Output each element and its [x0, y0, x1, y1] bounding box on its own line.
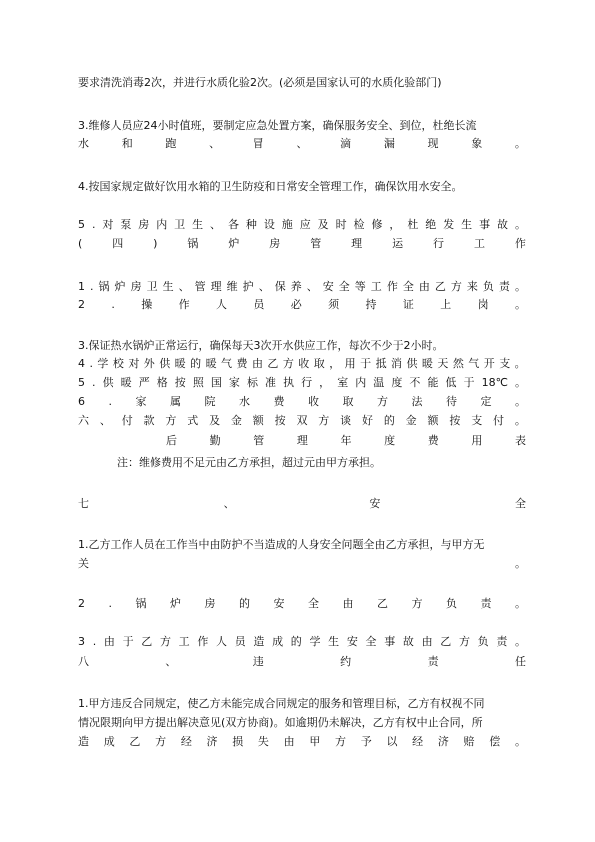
section-heading: 八 、 违 约 责 任: [78, 655, 526, 668]
text-line: 5 . 供 暖 严 格 按 照 国 家 标 准 执 行 ， 室 内 温 度 不 能 低 于 18℃ 。: [78, 376, 526, 389]
text-line: 5 . 对 泵 房 内 卫 生 、 各 种 设 施 应 及 时 检 修 ， 杜 绝 发 生 事 故 。: [78, 218, 526, 231]
text-line: 水 和 跑 、 冒 、 滴 漏 现 象 。: [78, 137, 526, 150]
text-line: 六 、 付 款 方 式 及 金 额 按 双 方 谈 好 的 金 额 按 支 付 。: [78, 414, 526, 427]
text-line: 造 成 乙 方 经 济 损 失 由 甲 方 予 以 经 济 赔 偿 。: [78, 735, 526, 748]
text-line: 1.乙方工作人员在工作当中由防护不当造成的人身安全问题全由乙方承担，与甲方无: [78, 538, 485, 551]
text-line: 情况限期向甲方提出解决意见(双方协商)。如逾期仍未解决，乙方有权中止合同，所: [78, 716, 483, 729]
text-line: 4 . 学 校 对 外 供 暖 的 暖 气 费 由 乙 方 收 取 ， 用 于 抵 消 供 暖 天 然 气 开 支 。: [78, 357, 526, 370]
text-line: 要求清洗消毒2次，并进行水质化验2次。(必须是国家认可的水质化验部门): [78, 76, 442, 89]
text-line: 3.维修人员应24小时值班，要制定应急处置方案，确保服务安全、到位，杜绝长流: [78, 119, 477, 132]
text-line: 4.按国家规定做好饮用水箱的卫生防疫和日常安全管理工作，确保饮用水安全。: [78, 180, 463, 193]
text-line: 3 . 由 于 乙 方 工 作 人 员 造 成 的 学 生 安 全 事 故 由 乙 方 负 责 。: [78, 635, 526, 648]
text-line: 6 . 家 属 院 水 费 收 取 方 法 待 定 。: [78, 395, 526, 408]
text-line: 关 。: [78, 557, 526, 570]
table-title: 后 勤 管 理 年 度 费 用 表: [166, 434, 526, 447]
text-line: 3.保证热水锅炉正常运行，确保每天3次开水供应工作，每次不少于2小时。: [78, 339, 444, 352]
text-line: 1.甲方违反合同规定，使乙方未能完成合同规定的服务和管理目标，乙方有权视不同: [78, 697, 485, 710]
section-heading: 七 、 安 全: [78, 497, 526, 510]
text-line: 1 . 锅 炉 房 卫 生 、 管 理 维 护 、 保 养 、 安 全 等 工 作 全 由 乙 方 来 负 责 。: [78, 280, 526, 293]
text-line: 2 . 操 作 人 员 必 须 持 证 上 岗 。: [78, 298, 526, 311]
note-line: 注：维修费用不足元由乙方承担，超过元由甲方承担。: [117, 456, 381, 469]
section-heading: ( 四 ) 锅 炉 房 管 理 运 行 工 作: [78, 237, 526, 250]
text-line: 2 . 锅 炉 房 的 安 全 由 乙 方 负 责 。: [78, 597, 526, 610]
